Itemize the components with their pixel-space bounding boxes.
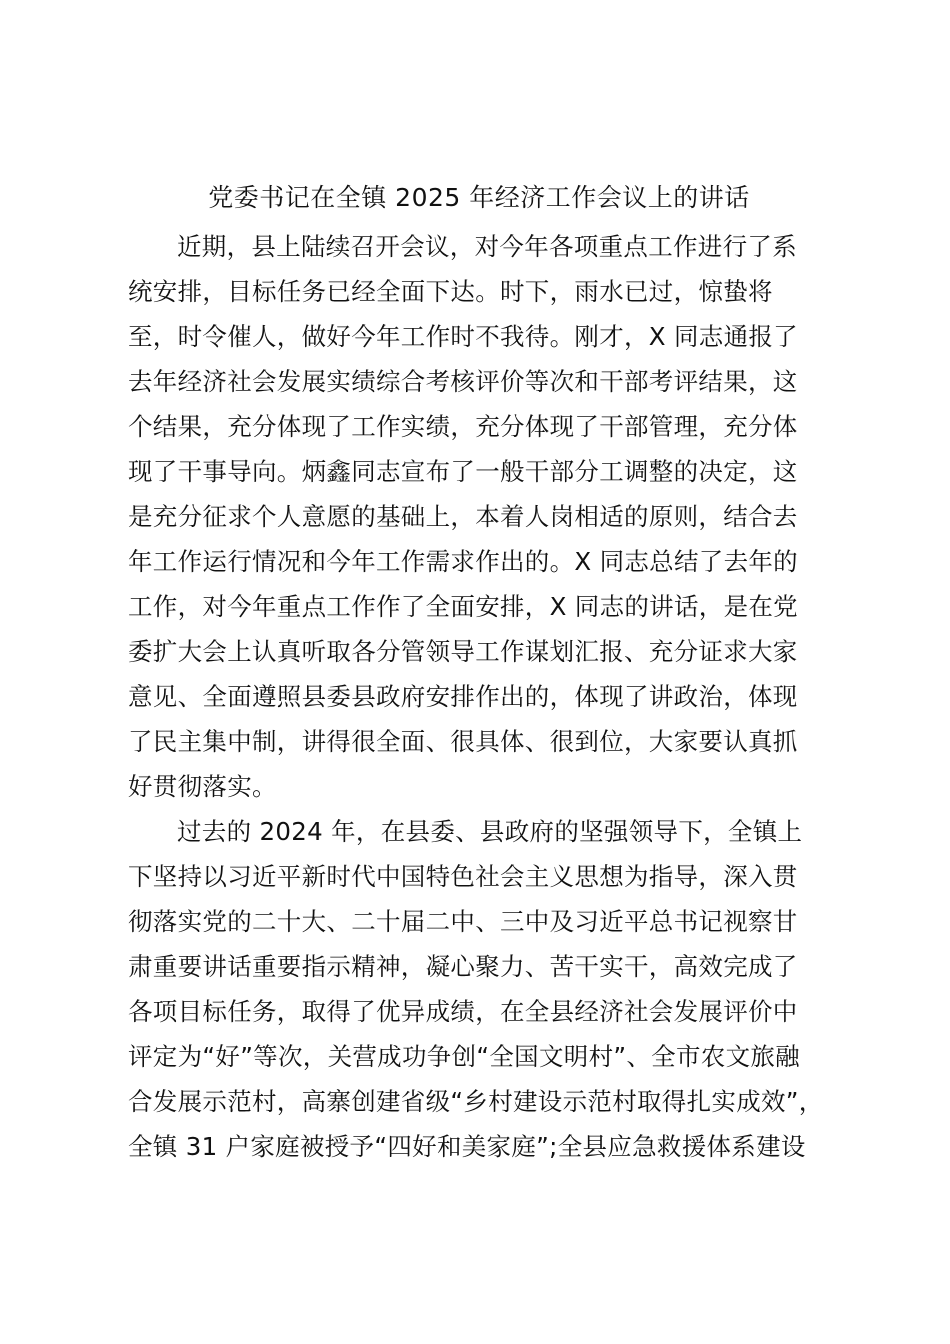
- paragraph-2-line-5: 各项目标任务，取得了优异成绩，在全县经济社会发展评价中: [128, 997, 798, 1026]
- paragraph-2-line-7: 合发展示范村，高寨创建省级“乡村建设示范村取得扎实成效”，: [128, 1087, 824, 1116]
- paragraph-2-line-8: 全镇 31 户家庭被授予“四好和美家庭”;全县应急救援体系建设: [128, 1132, 806, 1161]
- paragraph-1-line-13: 好贯彻落实。: [128, 772, 277, 801]
- paragraph-1-line-8: 年工作运行情况和今年工作需求作出的。X 同志总结了去年的: [128, 547, 798, 576]
- paragraph-1-line-9: 工作，对今年重点工作作了全面安排，X 同志的讲话，是在党: [128, 592, 798, 621]
- paragraph-2-line-6: 评定为“好”等次，关营成功争创“全国文明村”、全市农文旅融: [128, 1042, 800, 1071]
- document-title: 党委书记在全镇 2025 年经济工作会议上的讲话: [208, 183, 750, 212]
- paragraph-2-line-1: 过去的 2024 年，在县委、县政府的坚强领导下，全镇上: [177, 817, 803, 846]
- paragraph-2-line-4: 肃重要讲话重要指示精神，凝心聚力、苦干实干，高效完成了: [128, 952, 798, 981]
- paragraph-1-line-4: 去年经济社会发展实绩综合考核评价等次和干部考评结果，这: [128, 367, 798, 396]
- paragraph-1-line-5: 个结果，充分体现了工作实绩，充分体现了干部管理，充分体: [128, 412, 798, 441]
- paragraph-1-line-3: 至，时令催人，做好今年工作时不我待。刚才，X 同志通报了: [128, 322, 798, 351]
- paragraph-2-line-2: 下坚持以习近平新时代中国特色社会主义思想为指导，深入贯: [128, 862, 798, 891]
- paragraph-1-line-10: 委扩大会上认真听取各分管领导工作谋划汇报、充分证求大家: [128, 637, 798, 666]
- paragraph-1-line-1: 近期，县上陆续召开会议，对今年各项重点工作进行了系: [177, 232, 797, 261]
- paragraph-2-line-3: 彻落实党的二十大、二十届二中、三中及习近平总书记视察甘: [128, 907, 798, 936]
- paragraph-1-line-2: 统安排，目标任务已经全面下达。时下，雨水已过，惊蛰将: [128, 277, 773, 306]
- document-body: [128, 224, 830, 1169]
- paragraph-1-line-7: 是充分征求个人意愿的基础上，本着人岗相适的原则，结合去: [128, 502, 798, 531]
- paragraph-1-line-6: 现了干事导向。炳鑫同志宣布了一般干部分工调整的决定，这: [128, 457, 798, 486]
- paragraph-1-line-11: 意见、全面遵照县委县政府安排作出的，体现了讲政治，体现: [128, 682, 798, 711]
- paragraph-1-line-12: 了民主集中制，讲得很全面、很具体、很到位，大家要认真抓: [128, 727, 798, 756]
